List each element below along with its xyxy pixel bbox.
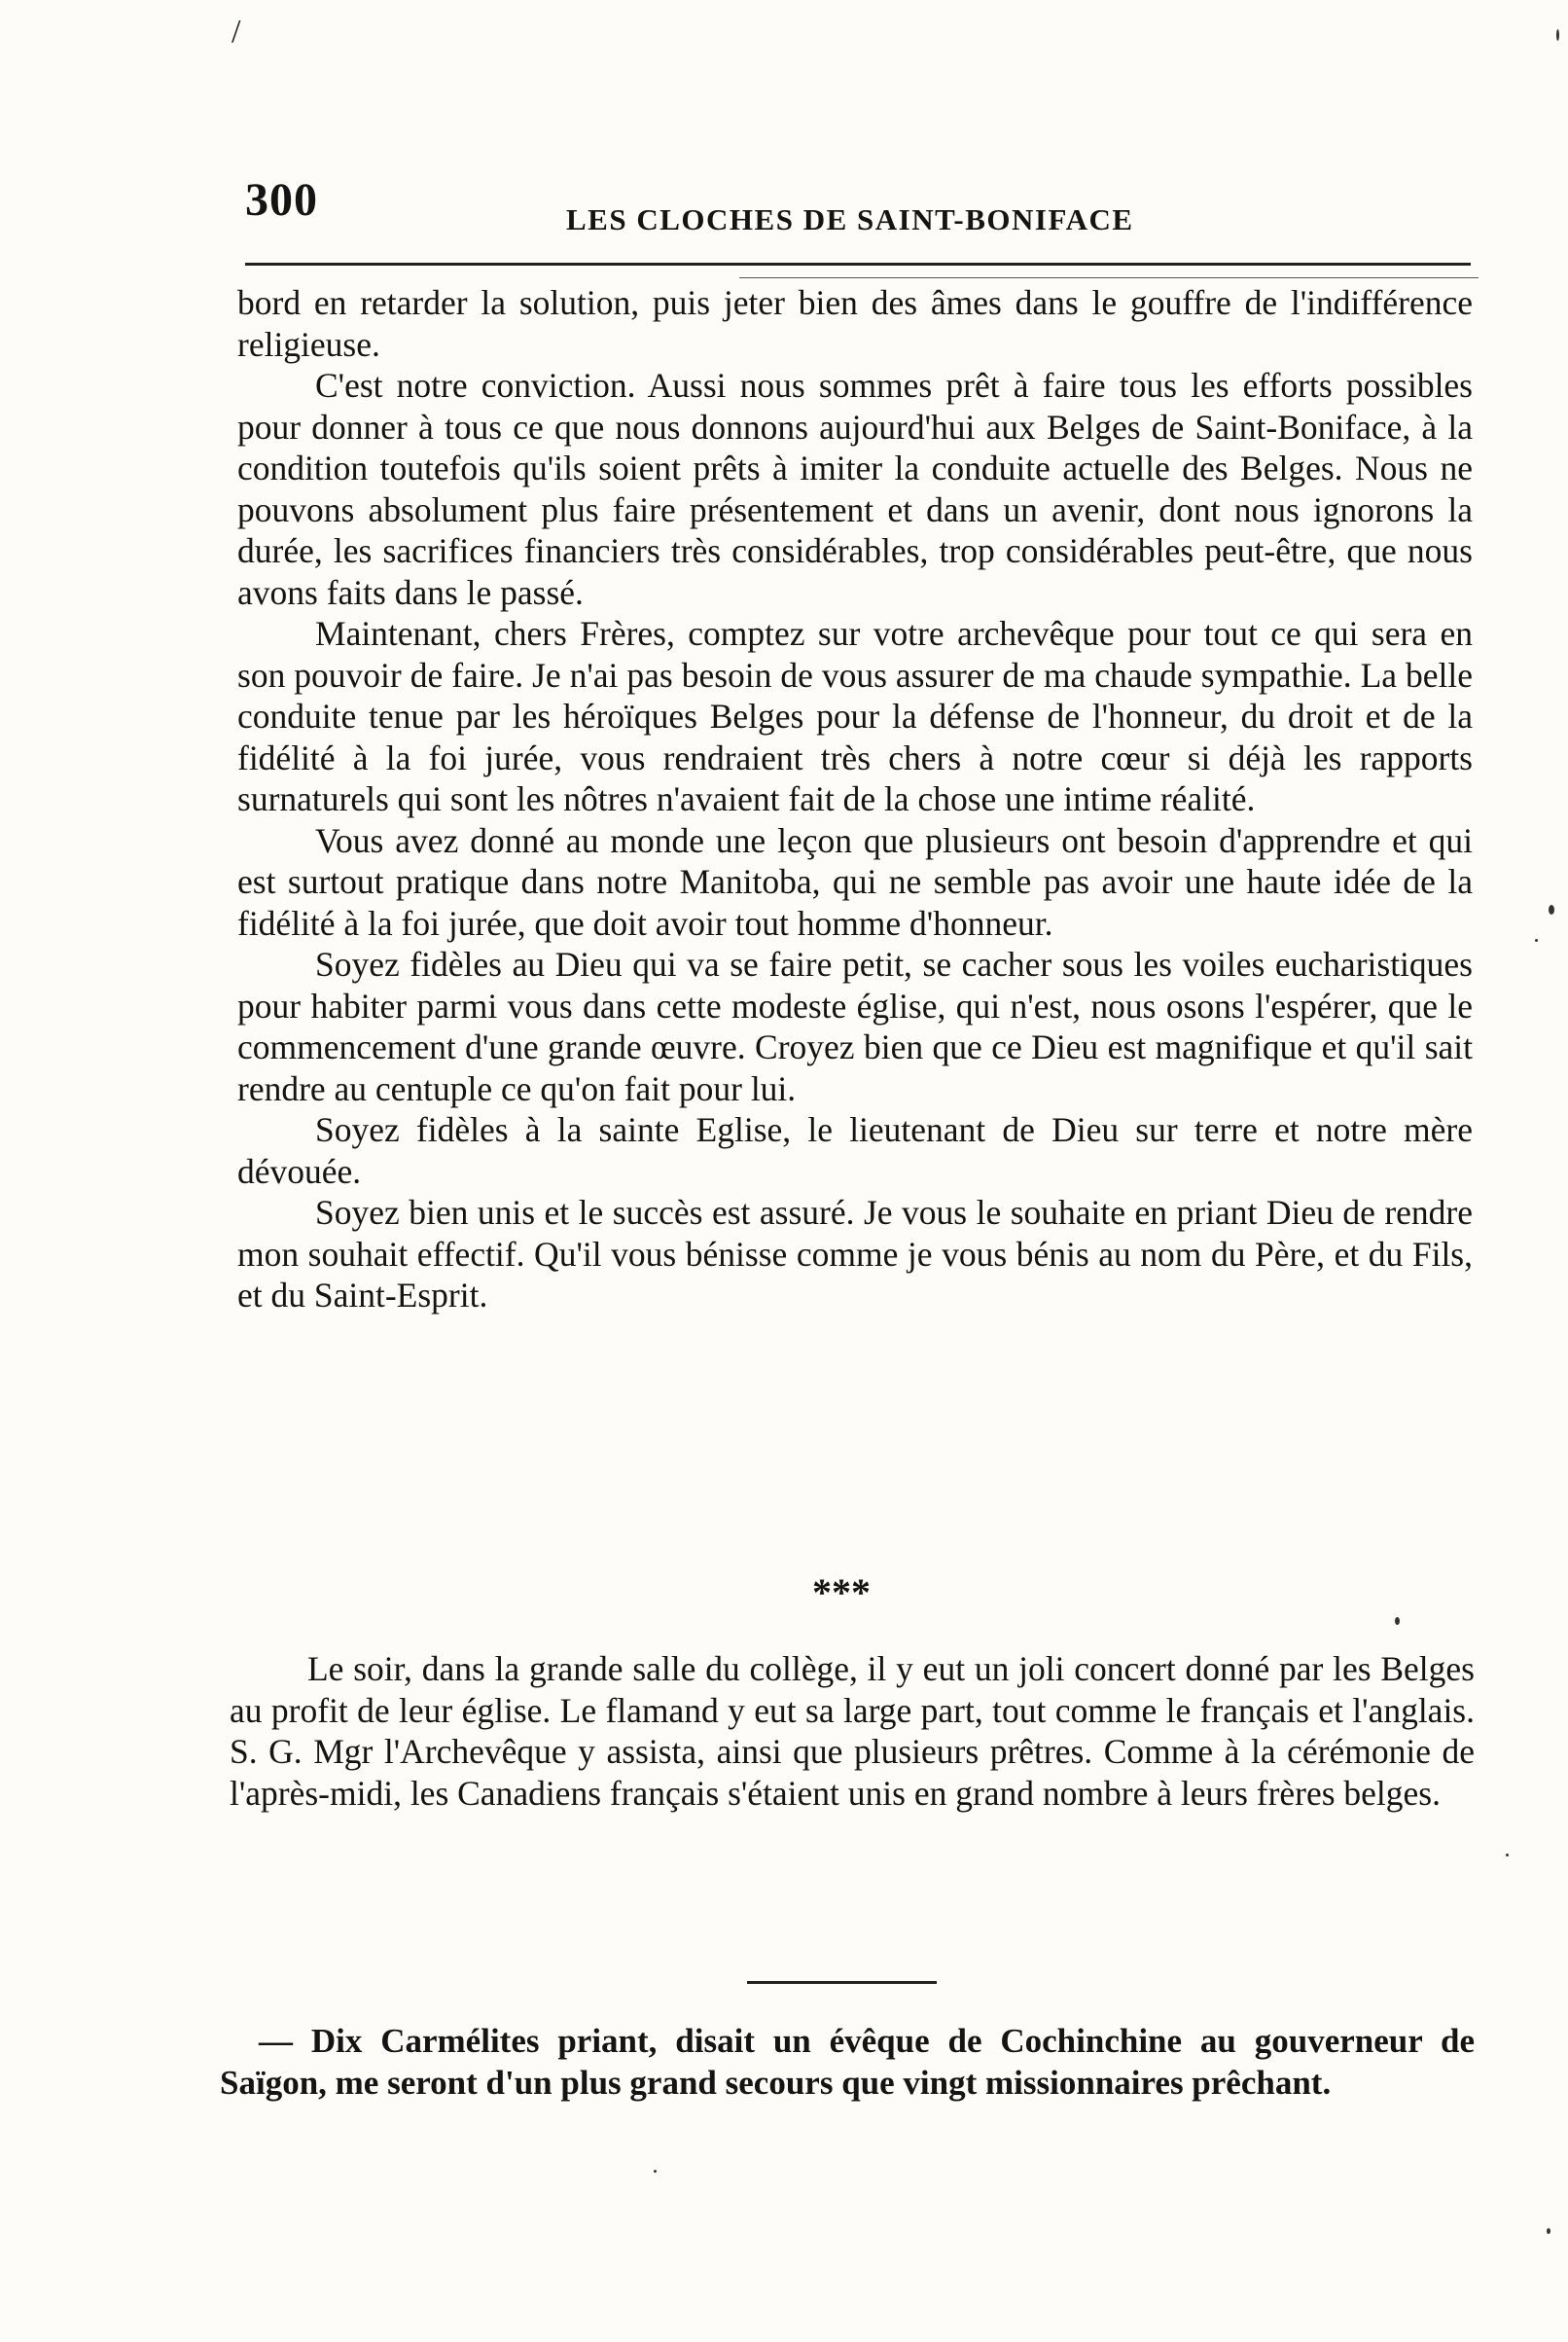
scan-speck — [1506, 1854, 1509, 1856]
main-text — [237, 282, 1473, 1316]
paragraph: bord en retarder la solution, puis jeter bien des âmes dans le gouffre de l'indifférence religieuse. — [237, 283, 1473, 364]
section-text — [230, 1648, 1475, 1814]
scan-speck — [1535, 939, 1538, 942]
closing-quote — [220, 2020, 1475, 2104]
paragraph: Le soir, dans la grande salle du collège, il y eut un joli concert donné par les Belges au profit de leur église. Le flamand y eut sa large part, tout comme le français et l'anglais. S. G. Mgr l'Archevêque y assista, ainsi que plusieurs prêtres. Comme à la cérémonie de l'après-midi, les Canadiens français s'étaient unis en grand nombre à leurs frères belges. — [230, 1649, 1475, 1813]
running-title: LES CLOCHES DE SAINT-BONIFACE — [566, 202, 1134, 236]
header-rule — [245, 263, 1471, 266]
scan-mark: / — [232, 14, 241, 50]
scan-speck — [1556, 29, 1559, 41]
section-break-asterisks: *** — [812, 1570, 871, 1614]
scan-speck — [1395, 1617, 1400, 1625]
paragraph: Vous avez donné au monde une leçon que plusieurs ont besoin d'apprendre et qui est surtout pratique dans notre Manitoba, qui ne semble pas avoir une haute idée de la fidélité à la foi jurée, que doit avoir tout homme d'honneur. — [237, 820, 1473, 943]
section-rule — [747, 1981, 937, 1984]
paragraph: Soyez bien unis et le succès est assuré. Je vous le souhaite en priant Dieu de rendre mon souhait effectif. Qu'il vous bénisse comme je vous bénis au nom du Père, et du Fils, et du Saint-Esprit. — [237, 1193, 1473, 1315]
paragraph: Soyez fidèles au Dieu qui va se faire petit, se cacher sous les voiles eucharistiques pour habiter parmi vous dans cette modeste église, qui n'est, nous osons l'espérer, que le commencement d'une grande œuvre. Croyez bien que ce Dieu est magnifique et qu'il sait rendre au centuple ce qu'on fait pour lui. — [237, 945, 1473, 1108]
scan-speck — [1549, 905, 1554, 915]
page-number: 300 — [245, 174, 318, 226]
scan-speck — [654, 2170, 657, 2173]
paragraph: Maintenant, chers Frères, comptez sur votre archevêque pour tout ce qui sera en son pouvoir de faire. Je n'ai pas besoin de vous assurer de ma chaude sympathie. La belle conduite tenue par les héroïques Belges pour la défense de l'honneur, du droit et de la fidélité à la foi jurée, vous rendraient très chers à notre cœur si déjà les rapports surnaturels qui sont les nôtres n'avaient fait de la chose une intime réalité. — [237, 614, 1473, 818]
paragraph: Soyez fidèles à la sainte Eglise, le lieutenant de Dieu sur terre et notre mère dévouée. — [237, 1110, 1473, 1191]
header-rule-secondary — [739, 277, 1479, 278]
page-header — [245, 173, 1471, 236]
paragraph: C'est notre conviction. Aussi nous sommes prêt à faire tous les efforts possibles pour donner à tous ce que nous donnons aujourd'hui aux Belges de Saint-Boniface, à la condition toutefois qu'ils soient prêts à imiter la conduite actuelle des Belges. Nous ne pouvons absolument plus faire présentement et dans un avenir, dont nous ignorons la durée, les sacrifices financiers très considérables, trop considérables peut-être, que nous avons faits dans le passé. — [237, 366, 1473, 612]
scan-speck — [1547, 2228, 1550, 2234]
closing-quote-text: — Dix Carmélites priant, disait un évêque de Cochinchine au gouverneur de Saïgon, me seront d'un plus grand secours que vingt missionnaires prêchant. — [220, 2022, 1475, 2102]
